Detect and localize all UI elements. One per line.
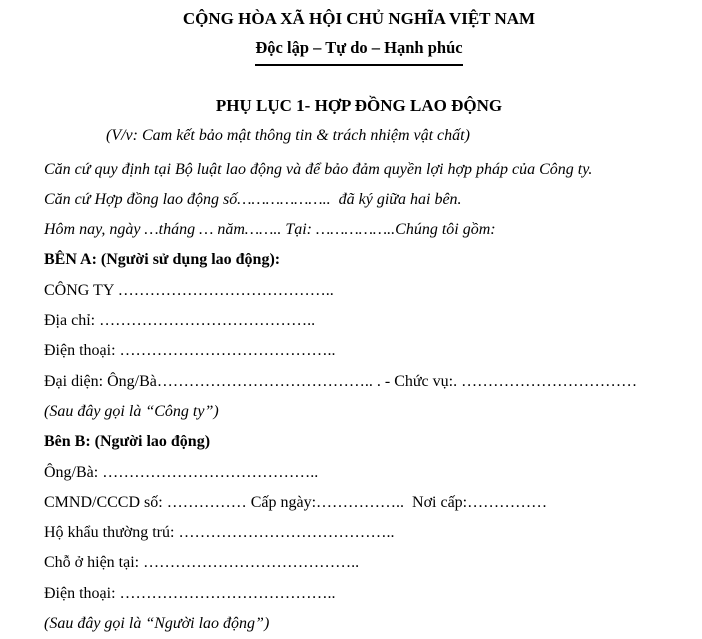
preamble-legal-basis-line: Căn cứ quy định tại Bộ luật lao động và để bảo đảm quyền lợi hợp pháp của Công ty. (44, 160, 593, 178)
party-b-phone-line: Điện thoại: ………………………………….. (44, 584, 336, 602)
national-motto-text: Độc lập – Tự do – Hạnh phúc (255, 33, 462, 66)
party-b-heading: Bên B: (Người lao động) (44, 433, 211, 451)
party-b-id-line: CMND/CCCD số: …………… Cấp ngày:…………….. Nơi cấp:…………… (44, 493, 548, 511)
national-motto (44, 33, 674, 66)
party-a-alias-note: (Sau đây gọi là “Công ty”) (44, 402, 219, 420)
preamble-date-place-line: Hôm nay, ngày …tháng … năm…….. Tại: ……………..Chúng tôi gồm: (44, 221, 496, 239)
party-a-company-line: CÔNG TY ………………………………….. (44, 281, 334, 299)
appendix-title: PHỤ LỤC 1- HỢP ĐỒNG LAO ĐỘNG (215, 96, 503, 115)
party-a-address-line: Địa chỉ: ………………………………….. (44, 312, 316, 330)
party-b-name-line: Ông/Bà: ………………………………….. (44, 463, 319, 481)
party-b-current-address-line: Chỗ ở hiện tại: ………………………………….. (44, 554, 360, 572)
preamble-contract-number-line: Căn cứ Hợp đồng lao động số……………….. đã ký giữa hai bên. (44, 190, 462, 208)
national-title: CỘNG HÒA XÃ HỘI CHỦ NGHĨA VIỆT NAM (182, 9, 536, 28)
party-b-residence-line: Hộ khẩu thường trú: ………………………………….. (44, 524, 395, 542)
party-a-phone-line: Điện thoại: ………………………………….. (44, 342, 336, 360)
party-a-representative-line: Đại diện: Ông/Bà………………………………….. . - Chức vụ:. …………………………… (44, 372, 638, 390)
appendix-subtitle: (V/v: Cam kết bảo mật thông tin & trách nhiệm vật chất) (106, 127, 470, 145)
party-b-alias-note: (Sau đây gọi là “Người lao động”) (44, 615, 270, 633)
party-a-heading: BÊN A: (Người sử dụng lao động): (44, 251, 281, 269)
